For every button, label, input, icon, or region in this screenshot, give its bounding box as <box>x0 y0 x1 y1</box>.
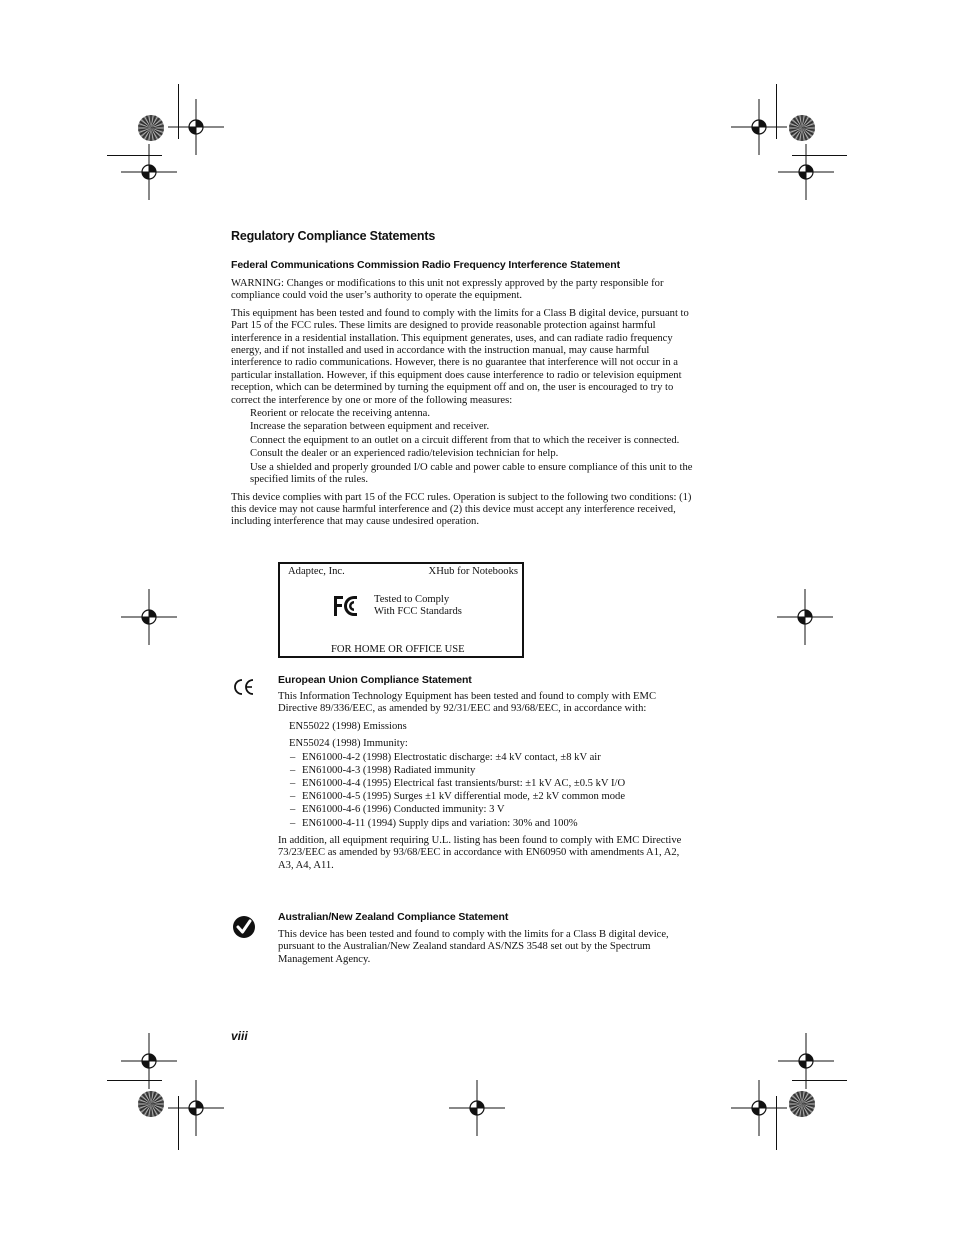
fcc-measure: Connect the equipment to an outlet on a circuit different from that to which the receiver is connected. <box>250 434 680 446</box>
crop-line <box>776 84 777 139</box>
fcc-measure: Reorient or relocate the receiving antenna. <box>250 408 431 420</box>
eu-standard-item: – EN61000-4-11 (1994) Supply dips and variation: 30% and 100% <box>278 817 692 830</box>
fcc-logo-icon <box>332 594 364 618</box>
eu-intro: This Information Technology Equipment has been tested and found to comply with EMC Directive 89/336/EEC, as amended by 92/31/EEC and 93/68/EEC, in accordance with: <box>278 691 657 715</box>
fcc-heading: Federal Communications Commission Radio Frequency Interference Statement <box>231 259 620 271</box>
registration-starburst-icon <box>787 113 817 143</box>
eu-standard-item: – EN61000-4-4 (1995) Electrical fast transients/burst: ±1 kV AC, ±0.5 kV I/O <box>278 777 692 790</box>
registration-crosshair-icon <box>119 587 179 647</box>
crop-line <box>107 1080 162 1081</box>
registration-crosshair-icon <box>775 587 835 647</box>
crop-line <box>792 155 847 156</box>
crop-line <box>776 1096 777 1150</box>
fcc-measure: Use a shielded and properly grounded I/O cable and power cable to ensure compliance of this unit to the specified limits of the rules. <box>250 461 693 486</box>
fcc-measure: Increase the separation between equipment and receiver. <box>250 421 490 433</box>
crop-line <box>792 1080 847 1081</box>
eu-standard-item: – EN61000-4-2 (1998) Electrostatic discharge: ±4 kV contact, ±8 kV air <box>278 751 692 764</box>
registration-crosshair-icon <box>166 1078 226 1138</box>
ce-mark-icon <box>232 678 256 696</box>
registration-crosshair-icon <box>776 142 836 202</box>
label-home-office: FOR HOME OR OFFICE USE <box>331 644 465 655</box>
eu-standard-item: – EN61000-4-3 (1998) Radiated immunity <box>278 764 692 777</box>
eu-emissions: EN55022 (1998) Emissions <box>289 720 407 732</box>
registration-crosshair-icon <box>119 142 179 202</box>
crop-line <box>107 155 162 156</box>
eu-heading: European Union Compliance Statement <box>278 674 472 686</box>
fcc-measures-list <box>231 408 693 486</box>
eu-immunity: EN55024 (1998) Immunity: <box>289 738 408 750</box>
registration-starburst-icon <box>136 1089 166 1119</box>
registration-crosshair-icon <box>729 1078 789 1138</box>
fcc-intro: This equipment has been tested and found to comply with the limits for a Class B digital device, pursuant to Part 15 of the FCC rules. These limits are designed to provide reasonable protection against harmful interference in a residential installation. This equipment generates, uses, and can radiate radio frequency energy, and if not installed and used in accordance with the instruction manual, may cause harmful interference to radio communications. However, there is no guarantee that interference will not occur in a particular installation. However, if this equipment does cause interference to radio or television equipment reception, which can be determined by turning the equipment off and on, the user is encouraged to try to correct the interference by one or more of the following measures: <box>231 307 689 406</box>
label-tested-line2: With FCC Standards <box>374 606 462 617</box>
c-tick-mark-icon <box>232 915 256 939</box>
page-heading: Regulatory Compliance Statements <box>231 229 436 243</box>
crop-line <box>178 1096 179 1150</box>
page-number: viii <box>231 1029 248 1043</box>
eu-standard-item: – EN61000-4-5 (1995) Surges ±1 kV differential mode, ±2 kV common mode <box>278 790 692 803</box>
eu-addition: In addition, all equipment requiring U.L. listing has been found to comply with EMC Directive 73/23/EEC as amended by 93/68/EEC in accordance with EN60950 with amendments A1, A2, A3, A4, A11. <box>278 834 682 871</box>
eu-standards-list <box>278 751 692 830</box>
crop-line <box>178 84 179 139</box>
registration-crosshair-icon <box>447 1078 507 1138</box>
fcc-warning: WARNING: Changes or modifications to this unit not expressly approved by the party responsible for compliance could void the user’s authority to operate the equipment. <box>231 278 664 302</box>
label-tested-line1: Tested to Comply <box>374 594 450 605</box>
fcc-measure: Consult the dealer or an experienced radio/television technician for help. <box>250 448 559 460</box>
fcc-label-box <box>278 562 524 658</box>
label-product: XHub for Notebooks <box>428 566 518 577</box>
eu-standard-item: – EN61000-4-6 (1996) Conducted immunity: 3 V <box>278 803 692 816</box>
registration-starburst-icon <box>136 113 166 143</box>
label-company: Adaptec, Inc. <box>288 566 345 577</box>
fcc-part15: This device complies with part 15 of the FCC rules. Operation is subject to the following two conditions: (1) this device may not cause harmful interference and (2) this device must accept any interference received, including interference that may cause undesired operation. <box>231 491 692 528</box>
registration-starburst-icon <box>787 1089 817 1119</box>
anz-text: This device has been tested and found to comply with the limits for a Class B digital device, pursuant to the Australian/New Zealand standard AS/NZS 3548 set out by the Spectrum Management Agency. <box>278 929 669 965</box>
anz-heading: Australian/New Zealand Compliance Statement <box>278 911 509 923</box>
